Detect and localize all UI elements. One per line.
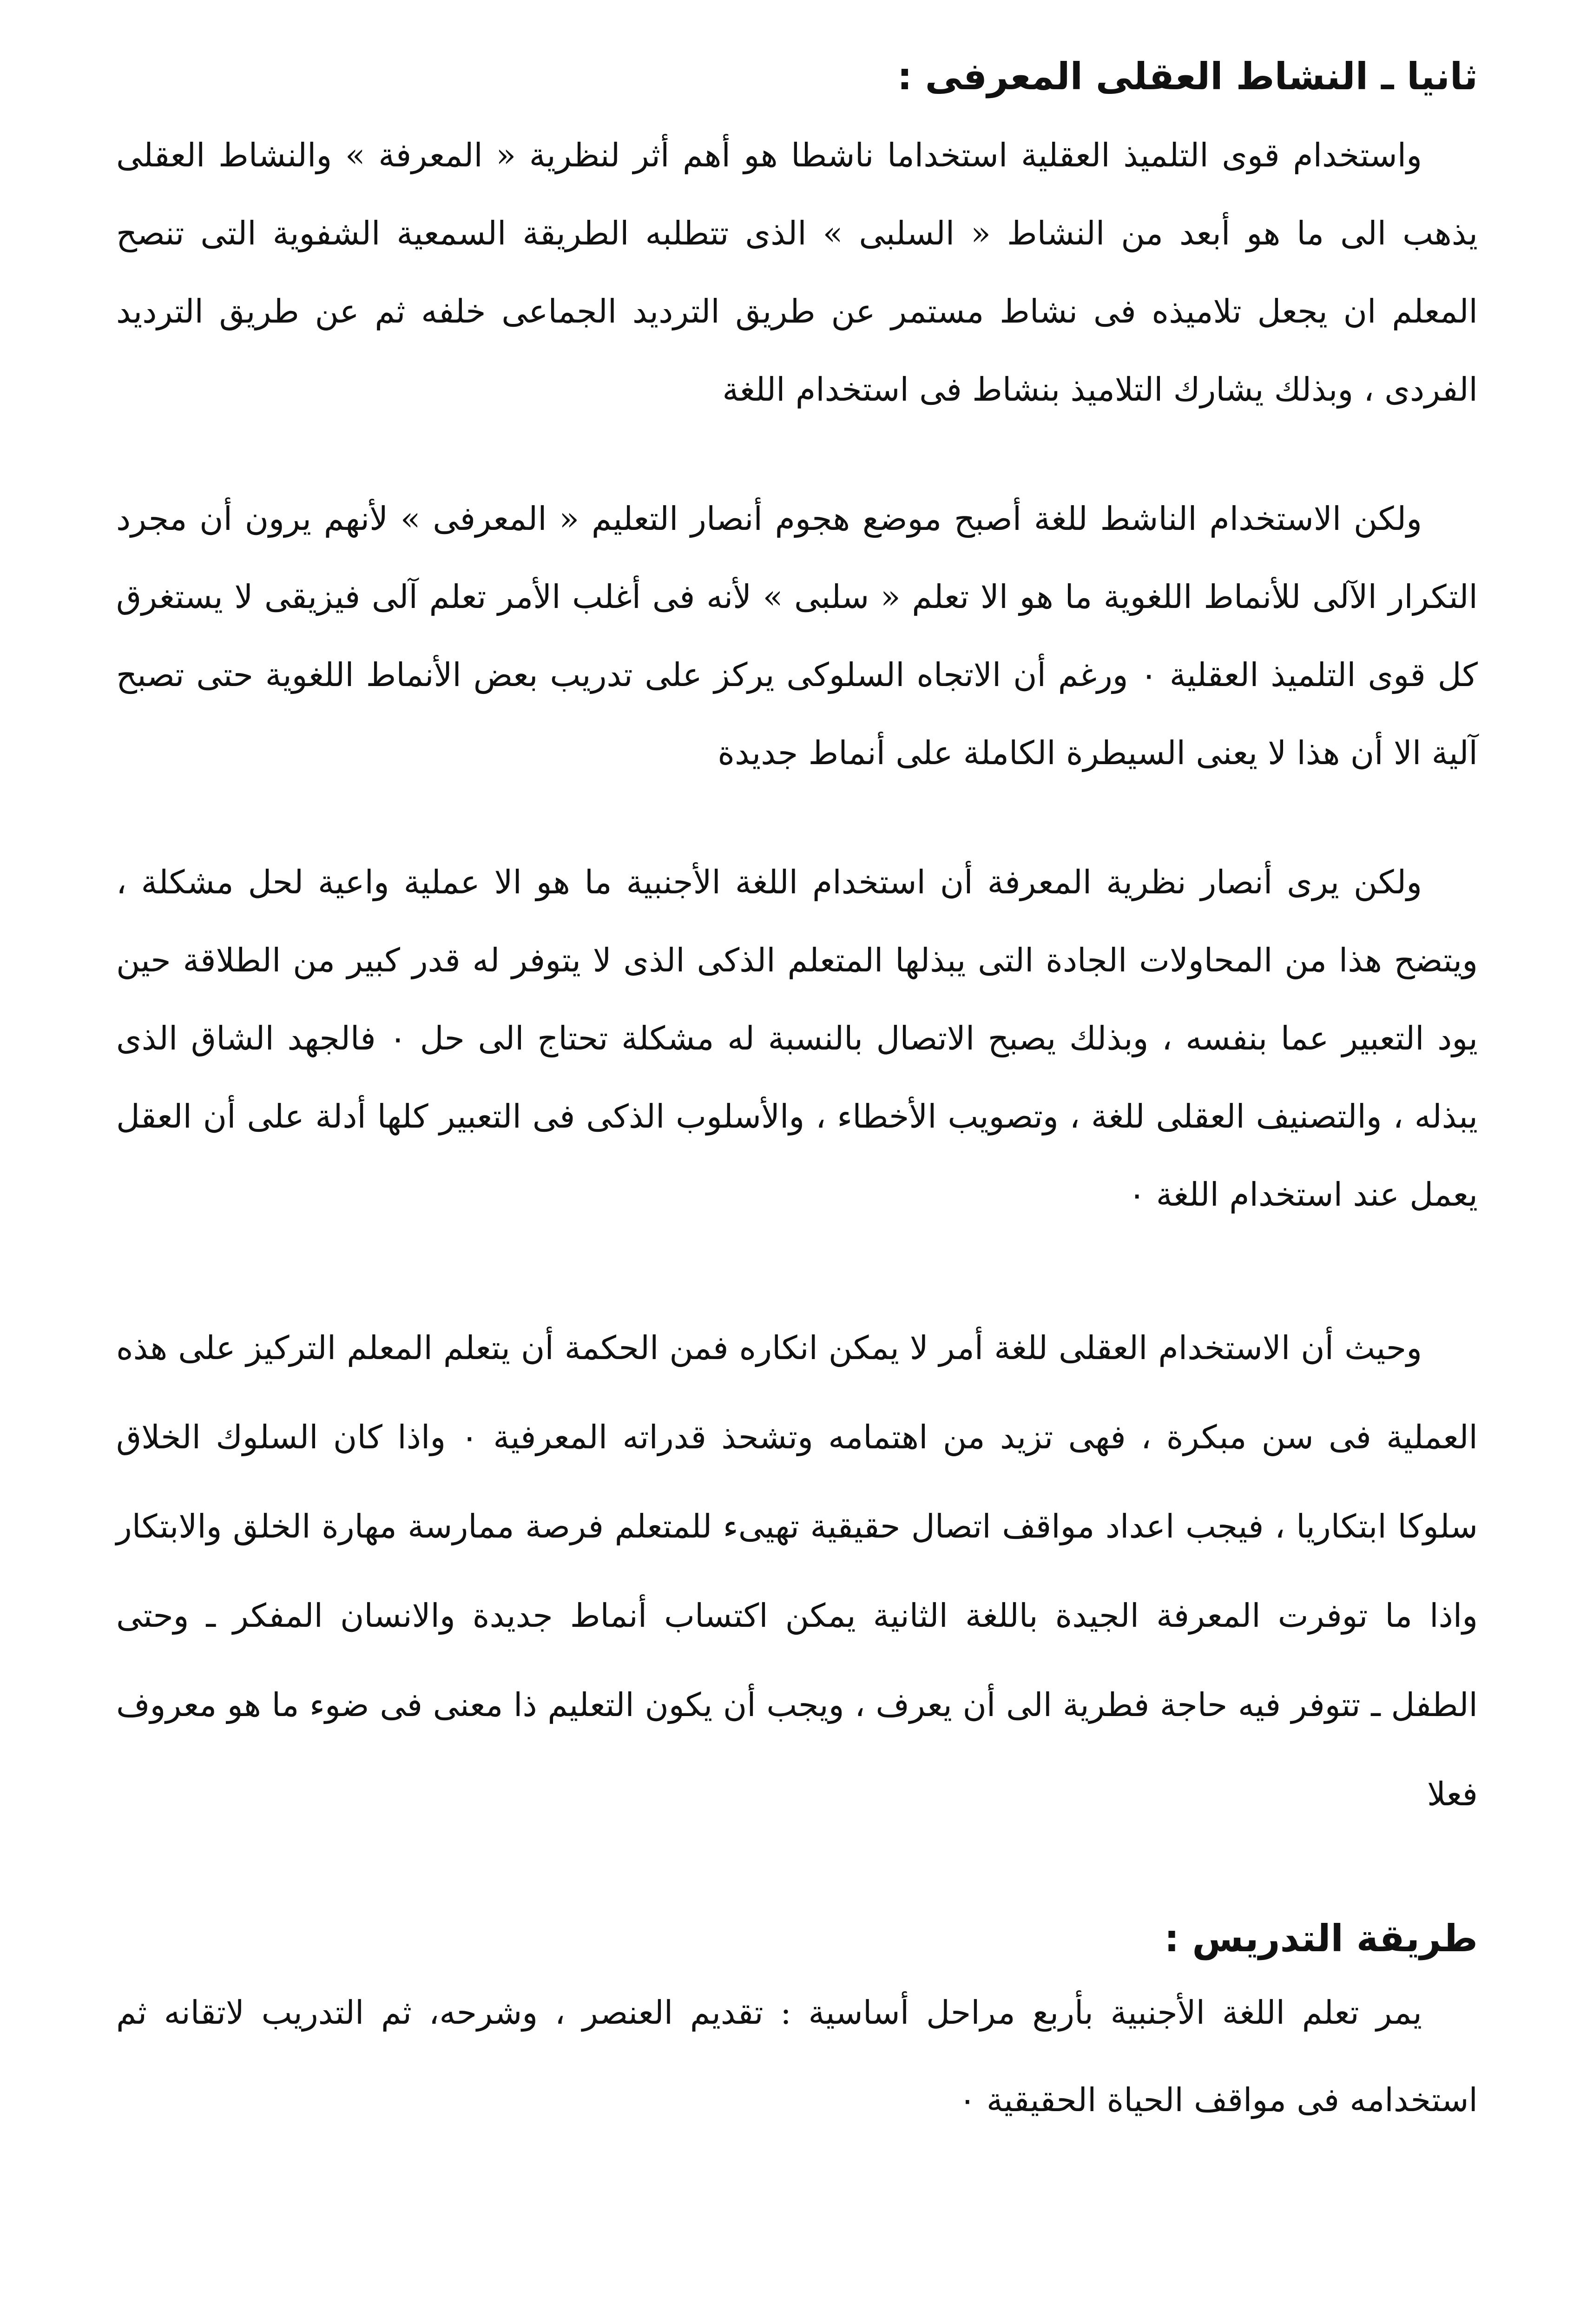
paragraph-mental-use: وحيث أن الاستخدام العقلى للغة أمر لا يمكن انكاره فمن الحكمة أن يتعلم المعلم التركيز على هذه العملية فى سن مبكرة ، فهى تزيد من اهتمامه وتشحذ قدراته المعرفية ٠ واذا كان السلوك الخلاق سلوكا ابتكاريا ، فيجب اعداد مواقف اتصال حقيقية تهيىء للمتعلم فرصة ممارسة مهارة الخلق والابتكار واذا ما توفرت المعرفة الجيدة باللغة الثانية يمكن اكتساب أنماط جديدة والانسان المفكر ـ وحتى الطفل ـ تتوفر فيه حاجة فطرية الى أن يعرف ، ويجب أن يكون التعليم ذا معنى فى ضوء ما هو معروف فعلا <box>116 1329 1478 1813</box>
paragraph-problem-solving: ولكن يرى أنصار نظرية المعرفة أن استخدام اللغة الأجنبية ما هو الا عملية واعية لحل مشكلة ، ويتضح هذا من المحاولات الجادة التى يبذلها المتعلم الذكى الذى لا يتوفر له قدر كبير من الطلاقة حين يود التعبير عما بنفسه ، وبذلك يصبح الاتصال بالنسبة له مشكلة تحتاج الى حل ٠ فالجهد الشاق الذى يبذله ، والتصنيف العقلى للغة ، وتصويب الأخطاء ، والأسلوب الذكى فى التعبير كلها أدلة على أن العقل يعمل عند استخدام اللغة ٠ <box>116 863 1478 1214</box>
paragraph-four-stages: يمر تعلم اللغة الأجنبية بأربع مراحل أساسية : تقديم العنصر ، وشرحه، ثم التدريب لاتقانه ثم استخدامه فى مواقف الحياة الحقيقية ٠ <box>116 1994 1478 2119</box>
document-page <box>116 46 1478 2324</box>
section-heading-cognitive-activity: ثانيا ـ النشاط العقلى المعرفى : <box>897 55 1478 98</box>
paragraph-criticism: ولكن الاستخدام الناشط للغة أصبح موضع هجوم أنصار التعليم « المعرفى » لأنهم يرون أن مجرد التكرار الآلى للأنماط اللغوية ما هو الا تعلم « سلبى » لأنه فى أغلب الأمر تعلم آلى فيزيقى لا يستغرق كل قوى التلميذ العقلية ٠ ورغم أن الاتجاه السلوكى يركز على تدريب بعض الأنماط اللغوية حتى تصبح آلية الا أن هذا لا يعنى السيطرة الكاملة على أنماط جديدة <box>116 500 1478 772</box>
paragraph-active-use: واستخدام قوى التلميذ العقلية استخداما ناشطا هو أهم أثر لنظرية « المعرفة » والنشاط العقلى يذهب الى ما هو أبعد من النشاط « السلبى » الذى تتطلبه الطريقة السمعية الشفوية التى تنصح المعلم ان يجعل تلاميذه فى نشاط مستمر عن طريق الترديد الجماعى خلفه ثم عن طريق الترديد الفردى ، وبذلك يشارك التلاميذ بنشاط فى استخدام اللغة <box>116 136 1478 409</box>
section-heading-teaching-method: طريقة التدريس : <box>1164 1917 1478 1960</box>
